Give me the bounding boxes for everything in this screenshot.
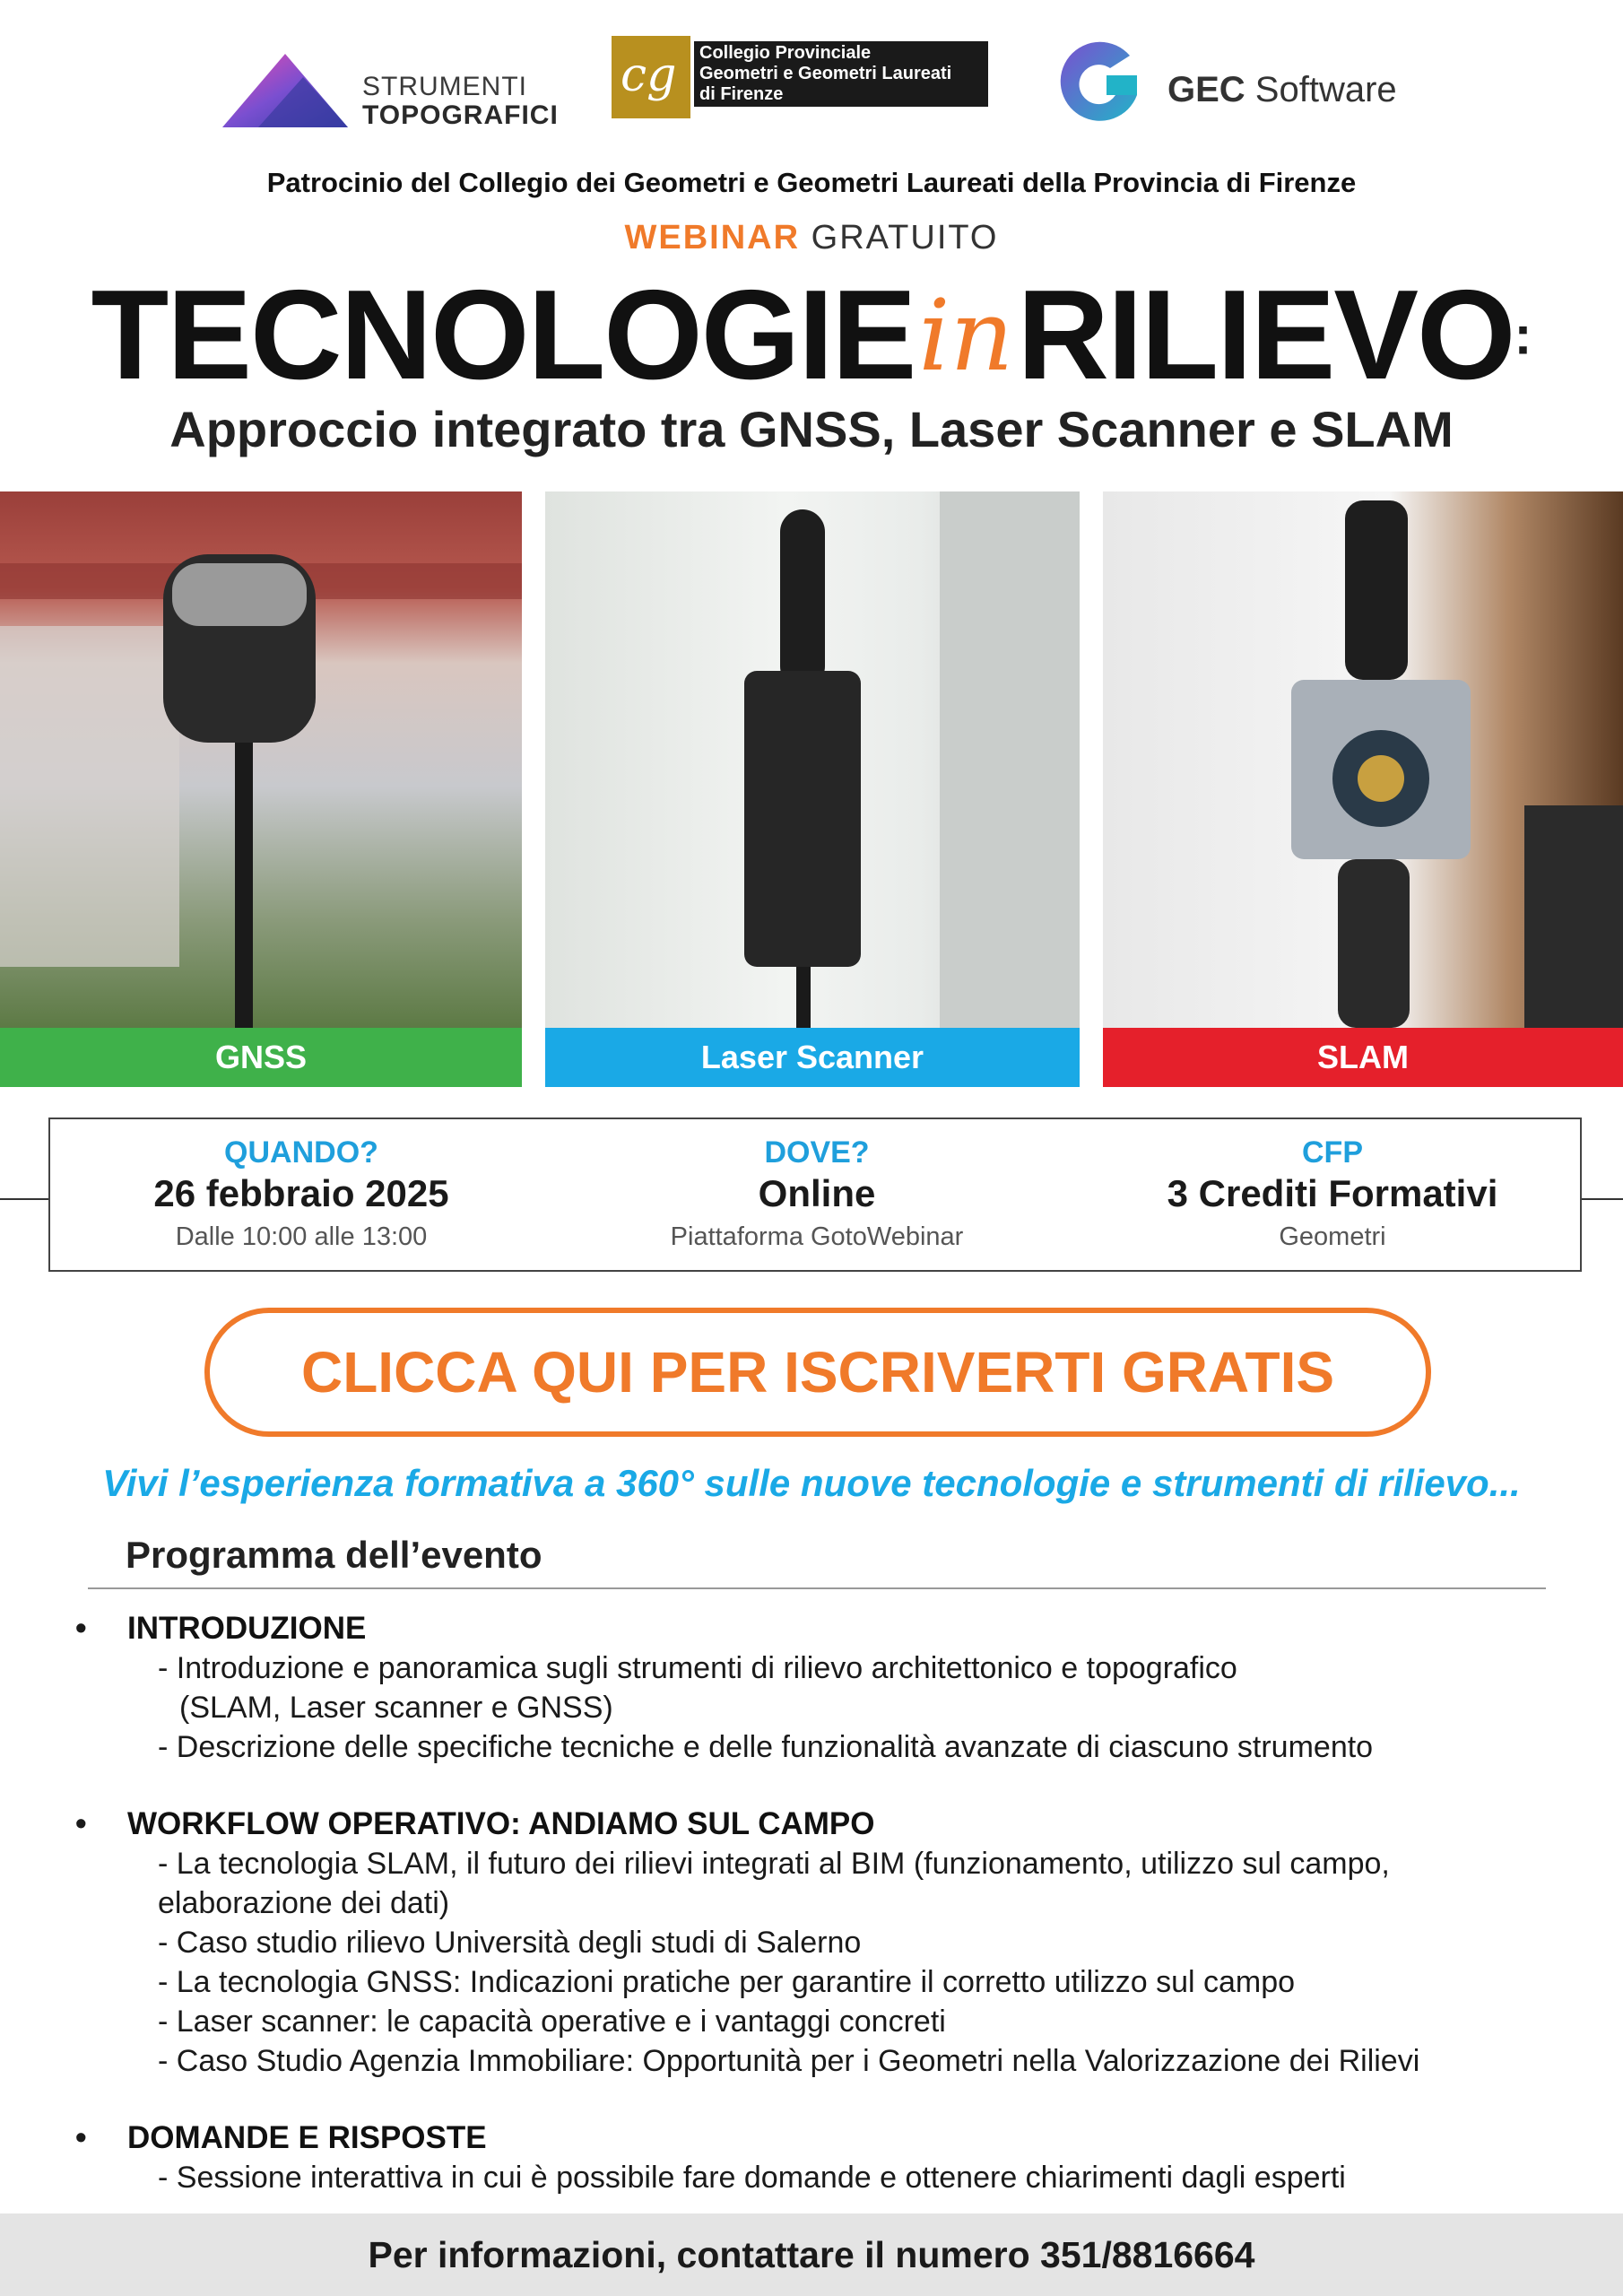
info-where [566,1135,1068,1252]
info-rule-left [0,1198,50,1200]
agenda-item: - La tecnologia SLAM, il futuro dei rilievi integrati al BIM (funzionamento, utilizzo sul campo, [158,1847,1390,1881]
logo-collegio-line3: di Firenze [699,84,784,104]
gec-ring-icon [1051,36,1150,129]
agenda-item: - Descrizione delle specifiche tecniche e delle funzionalità avanzate di ciascuno strumento [158,1730,1374,1764]
info-cfp-value: 3 Crediti Formativi [1167,1172,1498,1214]
bullet-icon: • [75,1609,87,1646]
title-colon: : [1514,305,1532,366]
agenda-section-heading: DOMANDE E RISPOSTE [127,2120,487,2155]
agenda-section-heading: WORKFLOW OPERATIVO: ANDIAMO SUL CAMPO [127,1806,875,1841]
agenda-item: (SLAM, Laser scanner e GNSS) [179,1691,613,1725]
laser-scanner-image [545,491,1080,1028]
logo-bar [0,32,1623,131]
info-cfp-sub: Geometri [1279,1222,1386,1251]
agenda-item: elaborazione dei dati) [158,1886,450,1920]
webinar-label [0,219,1623,257]
tagline: Vivi l’esperienza formativa a 360° sulle nuove tecnologie e strumenti di rilievo... [102,1462,1521,1504]
bullet-icon: • [75,1805,87,1841]
info-rule-right [1580,1198,1623,1200]
info-cfp-question: CFP [1302,1135,1363,1170]
agenda-item: - Laser scanner: le capacità operative e i vantaggi concreti [158,2005,946,2039]
register-button[interactable]: CLICCA QUI PER ISCRIVERTI GRATIS [204,1308,1431,1437]
webinar-rest: GRATUITO [800,219,999,257]
photo-gnss [0,491,522,1087]
title-in: in [918,278,1014,393]
photo-laser-scanner [545,491,1080,1087]
event-subtitle: Approccio integrato tra GNSS, Laser Scanner e SLAM [169,401,1454,457]
gnss-receiver-image [0,491,522,1028]
agenda-section-introduzione [0,1609,1623,1767]
info-where-value: Online [758,1172,876,1214]
program-title: Programma dell’evento [126,1534,542,1576]
info-when-sub: Dalle 10:00 alle 13:00 [175,1222,428,1251]
info-where-question: DOVE? [764,1135,870,1170]
photo-laser-scanner-label: Laser Scanner [545,1028,1080,1087]
title-part2: RILIEVO [1017,264,1515,406]
event-title [0,262,1623,409]
logo-gec-bold: GEC [1167,70,1245,109]
agenda-section-workflow [0,1805,1623,2081]
info-when-value: 26 febbraio 2025 [153,1172,449,1214]
logo-gec-rest: Software [1245,70,1397,109]
title-part1: TECNOLOGIE [91,264,916,406]
webinar-highlight: WEBINAR [624,219,801,257]
agenda-item: - La tecnologia GNSS: Indicazioni pratiche per garantire il corretto utilizzo sul campo [158,1965,1296,1999]
logo-collegio-line1: Collegio Provinciale [699,43,872,63]
slam-scanner-image [1103,491,1623,1028]
agenda-section-domande [0,2118,1623,2197]
event-info-box [48,1118,1582,1272]
contact-footer: Per informazioni, contattare il numero 351/8816664 [0,2213,1623,2296]
logo-strumenti-line1: STRUMENTI [362,72,527,101]
agenda-item: - Introduzione e panoramica sugli strumenti di rilievo architettonico e topografico [158,1651,1237,1685]
info-when-question: QUANDO? [224,1135,378,1170]
info-cfp [1081,1135,1584,1252]
logo-strumenti-line2: TOPOGRAFICI [362,100,559,130]
patrocinio-text: Patrocinio del Collegio dei Geometri e Geometri Laureati della Provincia di Firenze [266,167,1357,198]
logo-collegio-line2: Geometri e Geometri Laureati [699,64,952,83]
photo-gnss-label: GNSS [0,1028,522,1087]
mountain-icon [222,50,348,127]
info-when [50,1135,552,1252]
photo-slam [1103,491,1623,1087]
agenda-item: - Caso studio rilievo Università degli studi di Salerno [158,1926,862,1960]
collegio-mark-icon: cg [612,36,690,118]
program-divider [88,1587,1546,1589]
agenda-section-heading: INTRODUZIONE [127,1611,367,1646]
program-agenda [0,1609,1623,2235]
agenda-item: - Caso Studio Agenzia Immobiliare: Opportunità per i Geometri nella Valorizzazione dei Rilievi [158,2044,1420,2078]
info-where-sub: Piattaforma GotoWebinar [670,1222,964,1251]
agenda-item: - Sessione interattiva in cui è possibile fare domande e ottenere chiarimenti dagli esperti [158,2161,1346,2195]
bullet-icon: • [75,2118,87,2155]
photo-slam-label: SLAM [1103,1028,1623,1087]
strumenti-topografici-logo [222,41,563,130]
gec-software-logo [1051,36,1428,126]
collegio-logo [612,36,988,118]
